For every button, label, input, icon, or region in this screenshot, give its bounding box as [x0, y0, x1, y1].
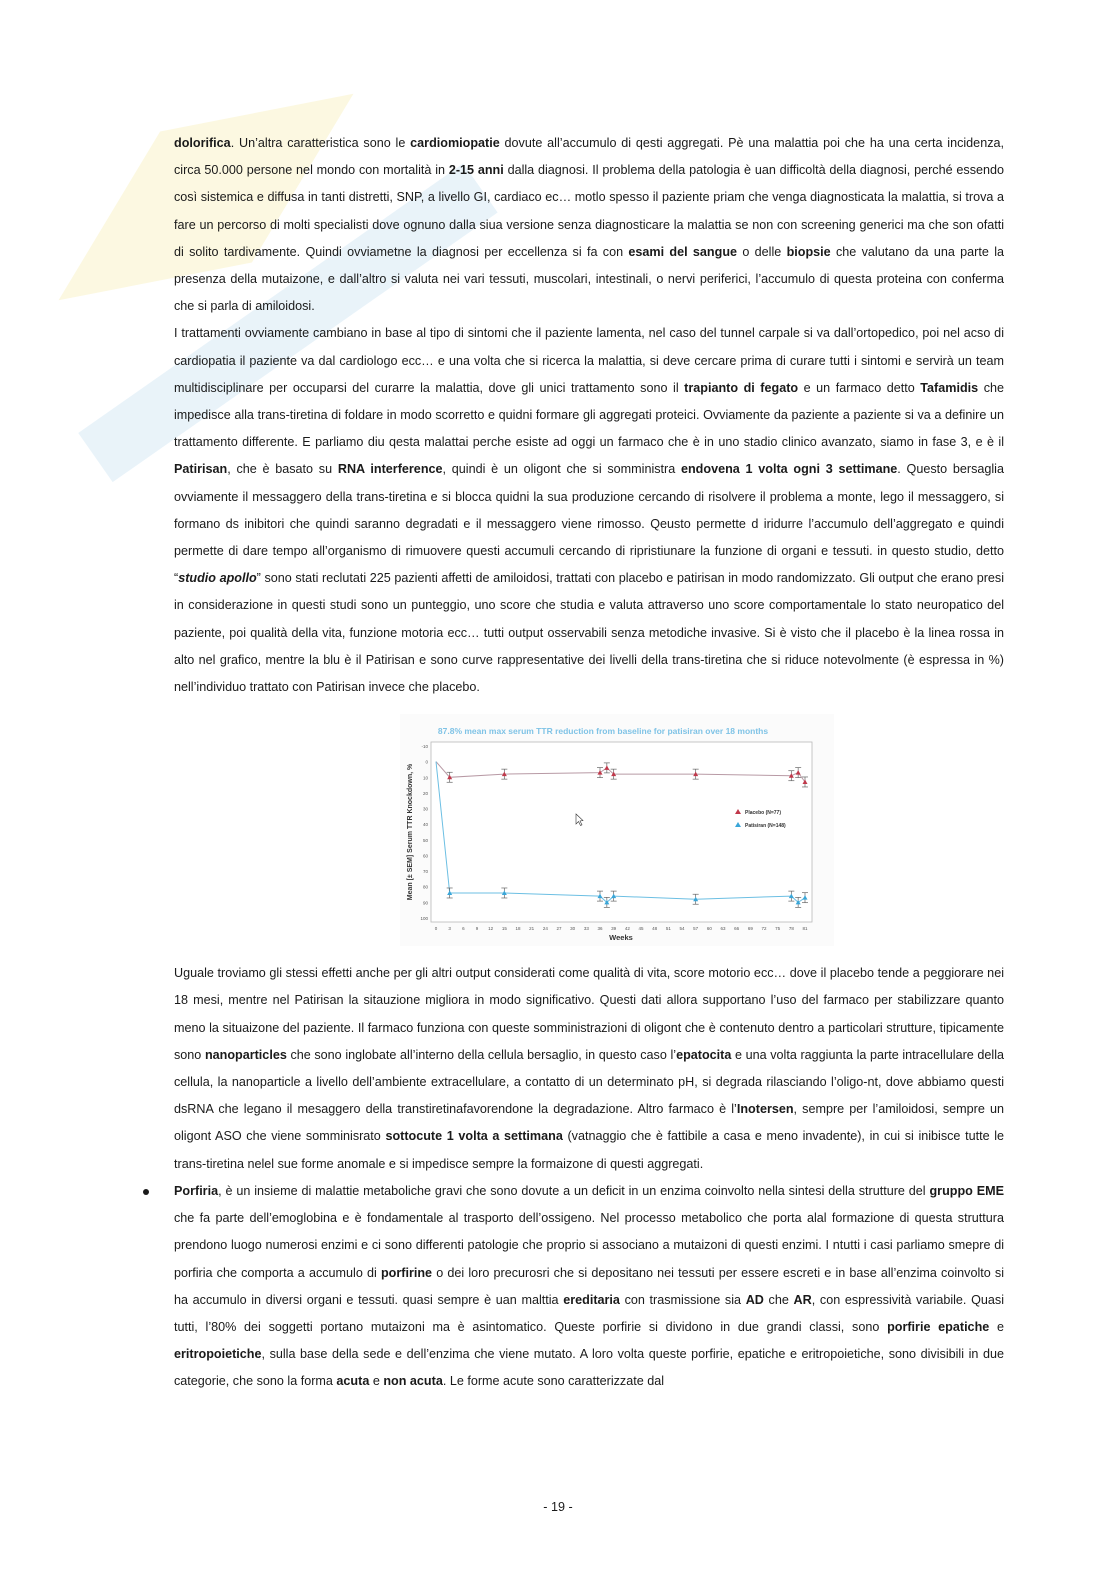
body-text: e una volta raggiunta la parte intracellulare della cellula, la nanoparticle a livello dell’ambiente extracellulare, a contatto di un determinato pH, si degrada rilasciando l’oligo-nt, dove abbiamo questi dsRNA che legano il mesaggero della transtiretinafavorendone la degradazione. Altro farmaco è l’ — [174, 1047, 1004, 1117]
x-tick-label: 21 — [529, 926, 535, 932]
body-text: che sono inglobate all’interno della cellula bersaglio, in questo caso l’ — [286, 1047, 677, 1062]
y-tick-label: 40 — [422, 822, 428, 828]
body-text: e — [989, 1319, 1004, 1334]
emphasis-text: porfirie epatiche — [887, 1319, 990, 1334]
body-text: . Questo bersaglia ovviamente il messaggero della trans-tiretina e si blocca quidni la sua produzione cercando di risolvere il problema a monte, lego il messaggero, si formano ds inibitori che quindi saranno degradati e il messaggero viene rimosso. Qeusto permette d iridurre l’accumulo dell’aggregato e quindi permette di dare tempo all’organismo di rimuovere questi accumuli cercando di ripristiunare la funzione di organi e tessuti. in questo studio, detto “ — [174, 462, 1004, 586]
body-text: o delle — [737, 244, 787, 259]
y-tick-label: 60 — [422, 853, 428, 859]
emphasis-text: 2-15 anni — [448, 163, 504, 178]
y-tick-label: 70 — [422, 869, 428, 875]
body-text: , che è basato su — [227, 462, 338, 477]
x-tick-label: 72 — [761, 926, 767, 932]
ttr-knockdown-chart — [400, 714, 834, 946]
body-text: e un farmaco detto — [798, 380, 921, 395]
legend-label: Placebo (N=77) — [745, 810, 781, 817]
x-tick-label: 0 — [434, 926, 438, 932]
y-tick-label: 10 — [422, 775, 428, 781]
emphasis-text: Tafamidis — [920, 380, 979, 395]
body-text: (vatnaggio che è fattibile a casa e meno invadente), in cui si inibisce tutte le trans-tiretina nelel sue forme anomale e si impedisce sempre la formaizone di questi aggregati. — [174, 1129, 1005, 1171]
emphasis-text: studio apollo — [178, 571, 257, 586]
x-tick-label: 12 — [488, 926, 494, 932]
x-tick-label: 54 — [679, 926, 685, 932]
x-tick-label: 48 — [652, 926, 658, 932]
emphasis-text: cardiomiopatie — [410, 136, 500, 150]
x-tick-label: 63 — [720, 926, 726, 932]
body-text: , quindi è un oligont che si somministra — [442, 462, 681, 477]
x-tick-label: 30 — [570, 926, 576, 932]
emphasis-text: eritropoietiche — [174, 1347, 262, 1362]
x-tick-label: 69 — [747, 926, 753, 932]
emphasis-text: Inotersen — [736, 1102, 794, 1117]
x-tick-label: 45 — [638, 926, 644, 932]
body-text: dovute all’accumulo di qesti aggregati. Pè una malattia poi che ha una certa incidenza, circa 50.000 persone nel mondo con mortalità in — [174, 136, 1004, 178]
emphasis-text: epatocita — [676, 1047, 732, 1062]
body-text: . Le forme acute sono caratterizzate dal — [442, 1374, 665, 1389]
emphasis-text: Porfiria — [174, 1183, 219, 1198]
paragraph-porfiria — [174, 1178, 1004, 1396]
body-text: , sulla base della sede e dell’enzima che viene mutato. A loro volta queste porfirie, epatiche e eritropoietiche, sono divisibili in due categorie, che sono la forma — [174, 1347, 1004, 1389]
emphasis-text: sottocute 1 volta a settimana — [385, 1129, 563, 1144]
emphasis-text: endovena 1 volta ogni 3 settimane — [680, 462, 898, 477]
emphasis-text: porfirine — [380, 1265, 433, 1280]
x-tick-label: 51 — [665, 926, 671, 932]
x-tick-label: 36 — [597, 926, 603, 932]
body-text: , è un insieme di malattie metaboliche gravi che sono dovute a un deficit in un enzima coinvolto nella sintesi della strutture del — [218, 1183, 930, 1198]
emphasis-text: gruppo EME — [929, 1183, 1004, 1198]
ttr-chart-figure — [174, 714, 1004, 946]
body-text: . Un’altra caratteristica sono le — [230, 136, 411, 150]
x-tick-label: 15 — [501, 926, 507, 932]
emphasis-text: dolorifica — [174, 136, 231, 150]
body-text: e — [369, 1374, 384, 1389]
legend-label: Patisiran (N=148) — [745, 823, 786, 830]
x-tick-label: 6 — [462, 926, 465, 932]
x-tick-label: 3 — [448, 926, 451, 932]
x-tick-label: 75 — [775, 926, 781, 932]
page-number: - 19 - — [543, 1500, 573, 1514]
y-tick-label: 50 — [422, 838, 428, 844]
body-text: che impedisce alla trans-tiretina di foldare in modo scorretto e quidni formare gli aggregati proteici. Ovviamente da paziente a paziente si va a definire un trattamento differente. E parliamo diu qesta malattai perche esiste ad oggi un farmaco che è in uno stadio clinico avanzato, siamo in fase 3, e è il — [174, 380, 1004, 450]
emphasis-text: AD — [745, 1292, 764, 1307]
body-text: ” sono stati reclutati 225 pazienti affetti de amiloidosi, trattati con placebo e patirisan in modo randomizzato. Gli output che erano presi in considerazione in questi studi sono un punteggio, uno score che studia e valuta attraverso uno score comportamentale lo stato neuropatico del paziente, poi qualità della vita, funzione motoria ecc… tutti output osservabili senza metodiche invasive. Si è visto che il placebo è la linea rossa in alto nel grafico, mentre la blu è il Patirisan e sono curve rappresentative dei livelli della trans-tiretina che si riduce notevolmente (è espressa in %) nell’individuo trattato con Patirisan invece che placebo. — [174, 571, 1004, 695]
emphasis-text: biopsie — [786, 244, 831, 259]
body-text: , con espressività variabile. Quasi tutti, l’80% dei soggetti portano mutaizoni ma è asintomatico. Queste porfirie si dividono in due grandi classi, sono — [174, 1292, 1004, 1334]
x-tick-label: 60 — [706, 926, 712, 932]
y-tick-label: -10 — [421, 744, 428, 750]
emphasis-text: trapianto di fegato — [684, 380, 799, 395]
emphasis-text: AR — [793, 1292, 812, 1307]
x-tick-label: 24 — [542, 926, 548, 932]
emphasis-text: esami del sangue — [628, 244, 738, 259]
y-tick-label: 0 — [425, 759, 428, 765]
x-tick-label: 57 — [693, 926, 699, 932]
emphasis-text: Patirisan — [174, 462, 228, 477]
document-body — [174, 130, 1004, 1396]
y-tick-label: 20 — [422, 791, 428, 797]
body-text: , sempre per l’amiloidosi, sempre un oligont ASO che viene somminisrato — [174, 1102, 1004, 1144]
plot-area — [431, 742, 812, 922]
paragraph-1 — [174, 130, 1004, 320]
emphasis-text: nanoparticles — [204, 1047, 287, 1062]
body-text: con trasmissione sia — [619, 1292, 746, 1307]
x-tick-label: 9 — [475, 926, 479, 932]
y-tick-label: 30 — [422, 806, 428, 812]
x-tick-label: 66 — [734, 926, 740, 932]
x-tick-label: 42 — [624, 926, 630, 932]
paragraph-2 — [174, 320, 1004, 701]
y-tick-label: 80 — [422, 884, 428, 890]
emphasis-text: RNA interference — [337, 462, 443, 477]
bullet-item-porfiria — [174, 1178, 1004, 1396]
x-tick-label: 78 — [788, 926, 794, 932]
x-axis-label: Weeks — [609, 933, 633, 943]
body-text: dalla diagnosi. Il problema della patologia è uan difficoltà della diagnosi, perché essendo così sistemica e diffusa in tanti distretti, SNP, a livello GI, cardiaco ec… motlo spesso il paziente priam che venga diagnosticata la malattia, si trova a fare un percorso di molti specialisti dove ognuno dalla siua versione senza diagnosticare la malattia se non con screening generici ma che son ofatti di solito tardivamente. Quindi ovviametne la diagnosi per eccellenza si fa con — [174, 163, 1005, 259]
paragraph-3 — [174, 960, 1004, 1178]
x-tick-label: 18 — [515, 926, 521, 932]
x-tick-label: 81 — [802, 926, 808, 932]
body-text: che valutano da una parte la presenza della mutaizone, e dall’altro si valuta nei vari tessuti, muscolari, intestinali, o nervi periferici, l’accumulo di questa proteina con conferma che si parla di amiloidosi. — [174, 244, 1004, 314]
x-tick-label: 33 — [583, 926, 589, 932]
x-tick-label: 39 — [611, 926, 617, 932]
emphasis-text: acuta — [336, 1374, 370, 1389]
body-text: I trattamenti ovviamente cambiano in base al tipo di sintomi che il paziente lamenta, nel caso del tunnel carpale si va dall’ortopedico, poi nel acso di cardiopatia il paziente va dal cardiologo ecc… e una volta che si ricerca la malattia, si deve cercare prima di curare tutti i sintomi e servirà un team multidisciplinare per occuparsi del curarre la malattia, dove gli unici trattamento sono il — [174, 326, 1004, 395]
body-text: o dei loro precurosri che si depositano nei tessuti per essere escreti e in base all’enzima coinvolto si ha accumulo in diversi organi e tessuti. quasi sempre è uan malttia — [174, 1265, 1005, 1307]
y-tick-label: 90 — [422, 900, 428, 906]
emphasis-text: ereditaria — [563, 1292, 620, 1307]
emphasis-text: non acuta — [383, 1374, 443, 1389]
body-text: Uguale troviamo gli stessi effetti anche per gli altri output considerati come qualità di vita, score motorio ecc… dove il placebo tende a peggiorare nei 18 mesi, mentre nel Patirisan la sitauzione migliora in modo significativo. Questi dati allora supportano l’uso del farmaco per stabilizzare quanto meno la situaizone del paziente. Il farmaco funziona con queste somministrazioni di oligont che è contenuto dentro a particolari strutture, tipicamente sono — [174, 966, 1004, 1062]
body-text: che fa parte dell’emoglobina e è fondamentale al trasporto dell’ossigeno. Nel processo metabolico che porta alal formazione di questa struttura prendono luogo numerosi enzimi e ci sono differenti patologie che proprio si associano a mutaizoni di questi enzimi. I ntutti i casi parliamo smepre di porfiria che comporta a accumulo di — [174, 1211, 1004, 1280]
bullet-dot-icon — [143, 1189, 149, 1195]
y-axis-label: Mean [± SEM] Serum TTR Knockdown, % — [407, 764, 414, 901]
chart-title: 87.8% mean max serum TTR reduction from baseline for patisiran over 18 months — [437, 726, 769, 737]
x-tick-label: 27 — [556, 926, 562, 932]
body-text: che — [763, 1292, 794, 1307]
y-tick-label: 100 — [420, 916, 428, 922]
